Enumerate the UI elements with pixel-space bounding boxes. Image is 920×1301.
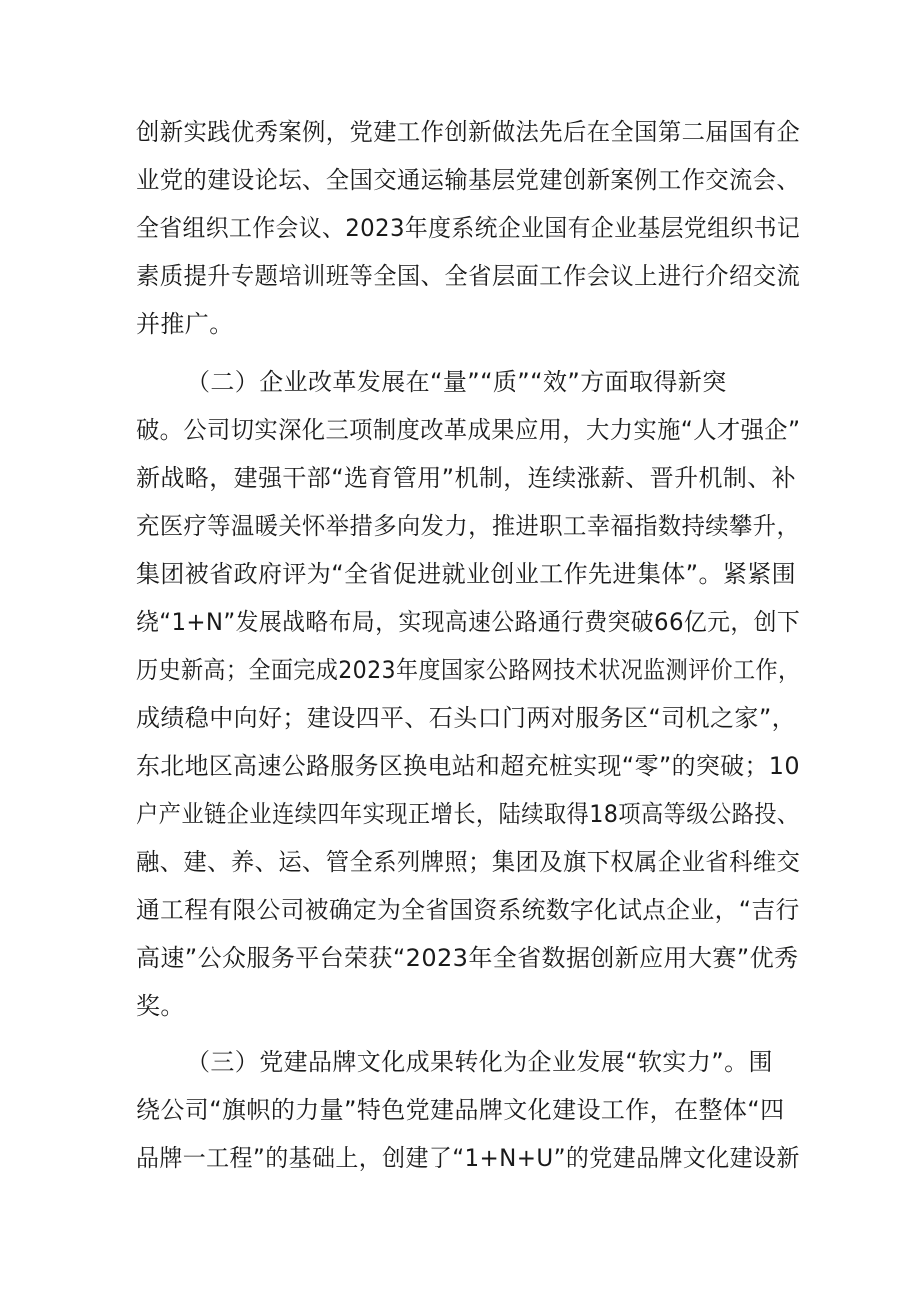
- text-line-22: 品牌一工程”的基础上，创建了“1+N+U”的党建品牌文化建设新: [136, 1144, 800, 1172]
- text-line-21: 绕公司“旗帜的力量”特色党建品牌文化建设工作，在整体“四: [136, 1096, 785, 1124]
- text-line-14: 东北地区高速公路服务区换电站和超充桩实现“零”的突破；10: [136, 752, 801, 780]
- text-line-10: 集团被省政府评为“全省促进就业创业工作先进集体”。紧紧围: [136, 560, 797, 588]
- section-heading-2: （二）企业改革发展在“量”“质”“效”方面取得新突: [186, 368, 727, 396]
- text-line-17: 通工程有限公司被确定为全省国资系统数字化试点企业，“吉行: [136, 896, 800, 924]
- text-line-5: 并推广。: [136, 310, 234, 338]
- section-heading-3: （三）党建品牌文化成果转化为企业发展“软实力”。围: [186, 1048, 773, 1076]
- text-line-19: 奖。: [136, 992, 185, 1020]
- text-line-9: 充医疗等温暖关怀举措多向发力，推进职工幸福指数持续攀升，: [136, 512, 801, 540]
- text-line-4: 素质提升专题培训班等全国、全省层面工作会议上进行介绍交流: [136, 262, 801, 290]
- text-line-8: 新战略，建强干部“选育管用”机制，连续涨薪、晋升机制、补: [136, 464, 797, 492]
- text-line-13: 成绩稳中向好；建设四平、石头口门两对服务区“司机之家”，: [136, 704, 797, 732]
- text-line-2: 业党的建设论坛、全国交通运输基层党建创新案例工作交流会、: [136, 166, 801, 194]
- text-line-15: 户产业链企业连续四年实现正增长，陆续取得18项高等级公路投、: [136, 800, 800, 828]
- text-line-12: 历史新高；全面完成2023年度国家公路网技术状况监测评价工作，: [136, 656, 801, 684]
- text-line-7: 破。公司切实深化三项制度改革成果应用，大力实施“人才强企”: [136, 416, 801, 444]
- text-line-1: 创新实践优秀案例，党建工作创新做法先后在全国第二届国有企: [136, 118, 801, 146]
- text-line-3: 全省组织工作会议、2023年度系统企业国有企业基层党组织书记: [136, 214, 801, 242]
- text-line-16: 融、建、养、运、管全系列牌照；集团及旗下权属企业省科维交: [136, 848, 801, 876]
- text-line-11: 绕“1+N”发展战略布局，实现高速公路通行费突破66亿元，创下: [136, 608, 801, 636]
- text-line-18: 高速”公众服务平台荣获“2023年全省数据创新应用大赛”优秀: [136, 944, 799, 972]
